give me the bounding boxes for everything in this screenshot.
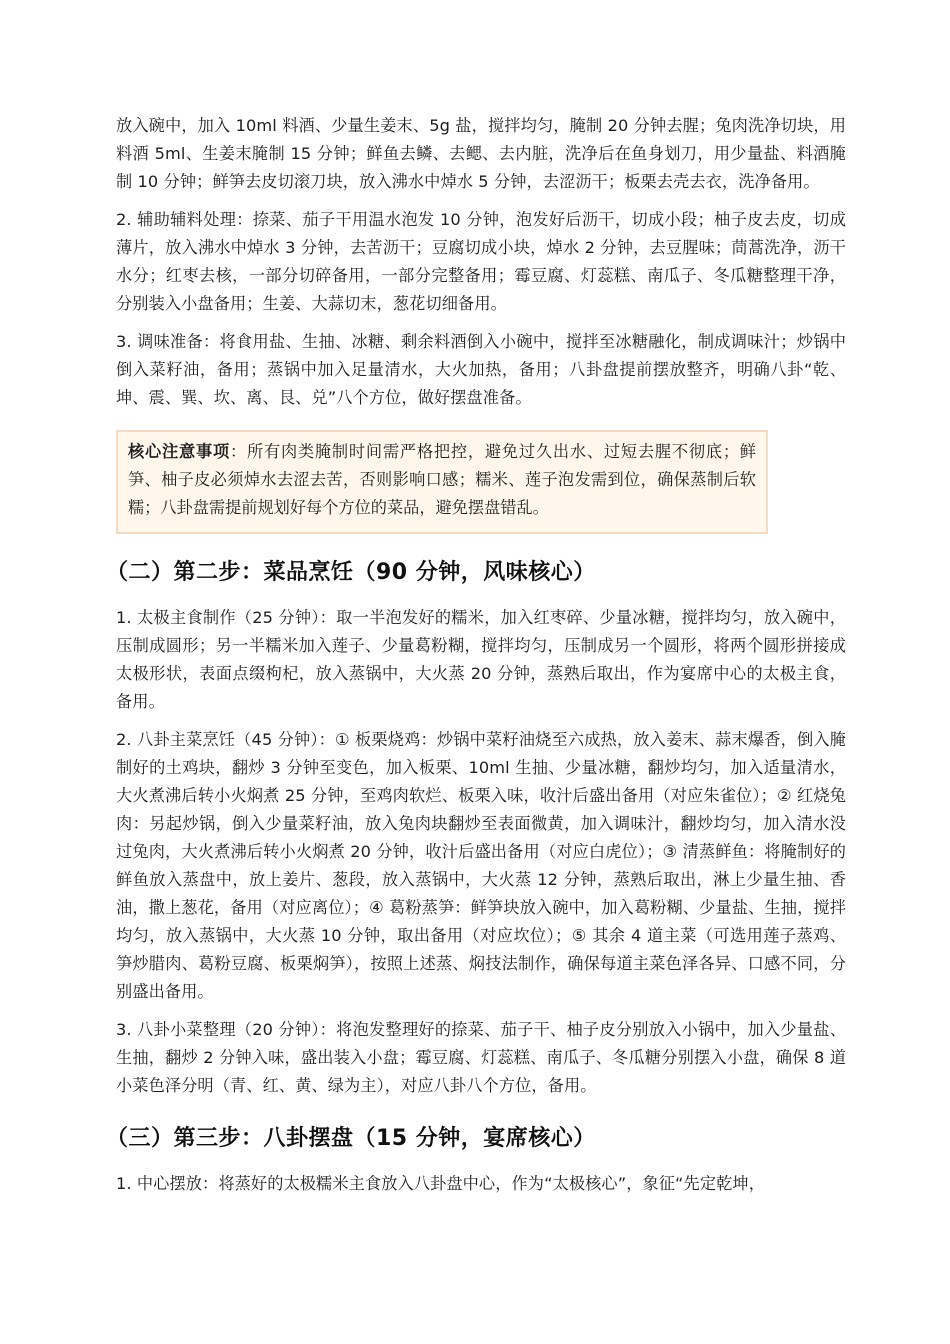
paragraph-seasoning-prep: 3. 调味准备：将食用盐、生抽、冰糖、剩余料酒倒入小碗中，搅拌至冰糖融化，制成调味汁；炒锅中倒入菜籽油，备用；蒸锅中加入足量清水，大火加热，备用；八卦盘提前摆放整齐，明确八卦“乾、坤、震、巽、坎、离、艮、兑”八个方位，做好摆盘准备。 <box>116 332 846 407</box>
callout-text-block <box>128 438 756 522</box>
section-heading-cooking: （二）第二步：菜品烹饪（90 分钟，风味核心） <box>106 560 596 585</box>
callout-label: 核心注意事项 <box>128 442 230 461</box>
paragraph-bagua-side-dishes: 3. 八卦小菜整理（20 分钟）：将泡发整理好的捺菜、茄子干、柚子皮分别放入小锅中，加入少量盐、生抽，翻炒 2 分钟入味，盛出装入小盘；霉豆腐、灯蕊糕、南瓜子、冬瓜糖分别摆入小盘，确保 8 道小菜色泽分明（青、红、黄、绿为主），对应八卦八个方位，备用。 <box>116 1020 846 1095</box>
key-notes-callout <box>116 430 768 534</box>
paragraph-center-plating: 1. 中心摆放：将蒸好的太极糯米主食放入八卦盘中心，作为“太极核心”，象征“先定乾坤， <box>116 1174 765 1193</box>
document-body <box>106 112 846 1208</box>
paragraph-meat-prep: 放入碗中，加入 10ml 料酒、少量生姜末、5g 盐，搅拌均匀，腌制 20 分钟去腥；兔肉洗净切块，用料酒 5ml、生姜末腌制 15 分钟；鲜鱼去鳞、去鳃、去内脏，洗净后在鱼身划刀，用少量盐、料酒腌制 10 分钟；鲜笋去皮切滚刀块，放入沸水中焯水 5 分钟，去涩沥干；板栗去壳去衣，洗净备用。 <box>116 116 846 191</box>
paragraph-bagua-main-dishes: 2. 八卦主菜烹饪（45 分钟）：① 板栗烧鸡：炒锅中菜籽油烧至六成热，放入姜末、蒜末爆香，倒入腌制好的土鸡块，翻炒 3 分钟至变色，加入板栗、10ml 生抽、少量冰糖，翻炒均匀，加入适量清水，大火煮沸后转小火焖煮 25 分钟，至鸡肉软烂、板栗入味，收汁后盛出备用（对应朱雀位）；② 红烧兔肉：另起炒锅，倒入少量菜籽油，放入兔肉块翻炒至表面微黄，加入调味汁，翻炒均匀，加入清水没过兔肉，大火煮沸后转小火焖煮 20 分钟，收汁后盛出备用（对应白虎位）；③ 清蒸鲜鱼：将腌制好的鲜鱼放入蒸盘中，放上姜片、葱段，放入蒸锅中，大火蒸 12 分钟，蒸熟后取出，淋上少量生抽、香油，撒上葱花，备用（对应离位）；④ 葛粉蒸笋：鲜笋块放入碗中，加入葛粉糊、少量盐、生抽，搅拌均匀，放入蒸锅中，大火蒸 10 分钟，取出备用（对应坎位）；⑤ 其余 4 道主菜（可选用莲子蒸鸡、笋炒腊肉、葛粉豆腐、板栗焖笋），按照上述蒸、焖技法制作，确保每道主菜色泽各异、口感不同，分别盛出备用。 <box>116 730 846 1001</box>
callout-text: ：所有肉类腌制时间需严格把控，避免过久出水、过短去腥不彻底；鲜笋、柚子皮必须焯水去涩去苦，否则影响口感；糯米、莲子泡发需到位，确保蒸制后软糯；八卦盘需提前规划好每个方位的菜品，避免摆盘错乱。 <box>128 442 756 517</box>
paragraph-taiji-staple: 1. 太极主食制作（25 分钟）：取一半泡发好的糯米，加入红枣碎、少量冰糖，搅拌均匀，放入碗中，压制成圆形；另一半糯米加入莲子、少量葛粉糊，搅拌均匀，压制成另一个圆形，将两个圆形拼接成太极形状，表面点缀枸杞，放入蒸锅中，大火蒸 20 分钟，蒸熟后取出，作为宴席中心的太极主食，备用。 <box>116 608 846 711</box>
section-heading-plating: （三）第三步：八卦摆盘（15 分钟，宴席核心） <box>106 1126 596 1151</box>
paragraph-auxiliary-prep: 2. 辅助辅料处理：捺菜、茄子干用温水泡发 10 分钟，泡发好后沥干，切成小段；柚子皮去皮，切成薄片，放入沸水中焯水 3 分钟，去苦沥干；豆腐切成小块，焯水 2 分钟，去豆腥味；茼蒿洗净，沥干水分；红枣去核，一部分切碎备用，一部分完整备用；霉豆腐、灯蕊糕、南瓜子、冬瓜糖整理干净，分别装入小盘备用；生姜、大蒜切末，葱花切细备用。 <box>116 210 846 313</box>
